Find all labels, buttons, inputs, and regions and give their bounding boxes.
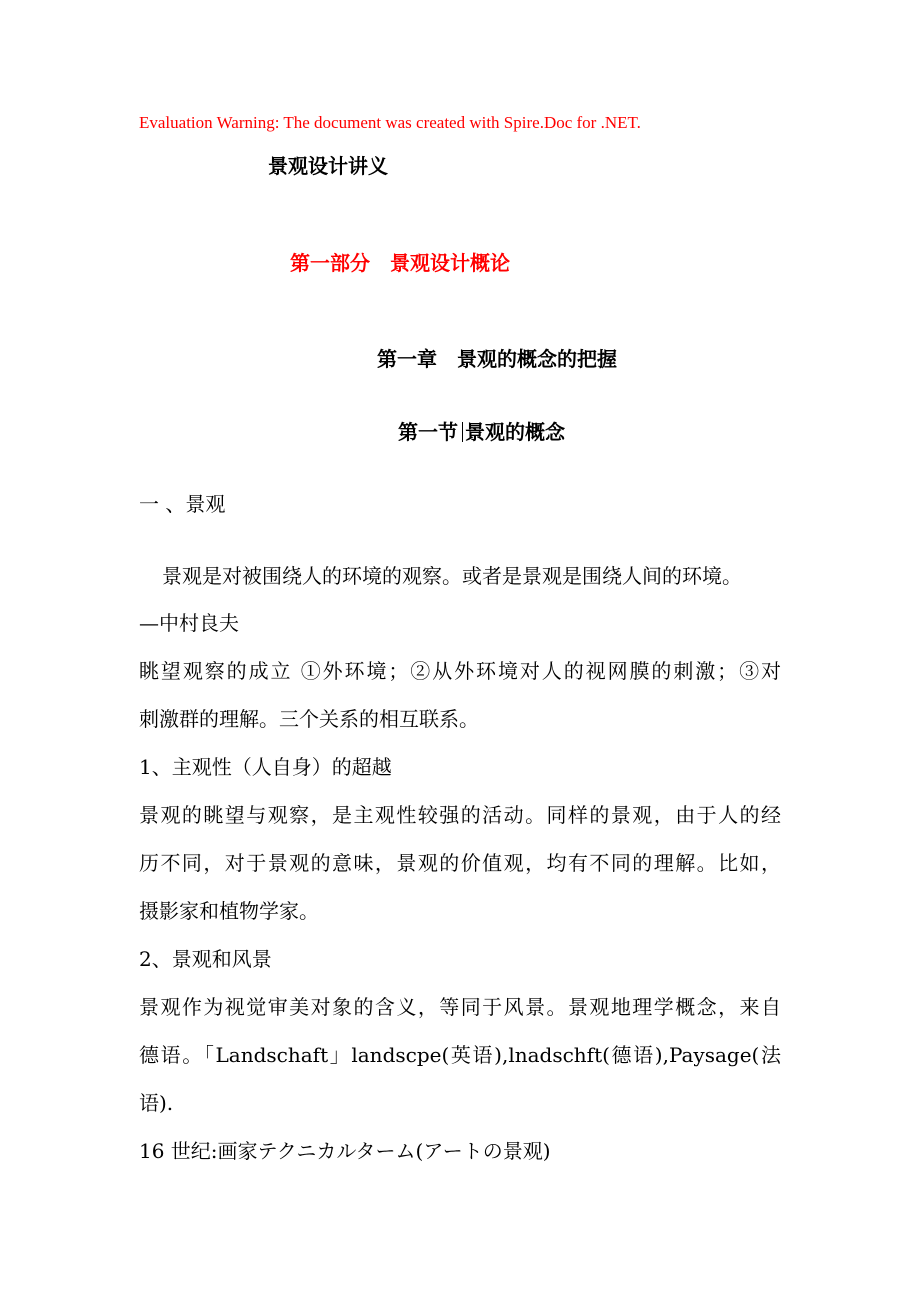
heading-landscape: 一 、景观 bbox=[139, 492, 226, 516]
document-title: 景观设计讲义 bbox=[268, 154, 388, 178]
part-title: 第一部分 景观设计概论 bbox=[290, 251, 510, 275]
paragraph-line: 景观作为视觉审美对象的含义，等同于风景。景观地理学概念，来自 bbox=[139, 995, 781, 1019]
evaluation-warning: Evaluation Warning: The document was created with Spire.Doc for .NET. bbox=[139, 113, 641, 132]
subheading-landscape-scenery: 2、景观和风景 bbox=[139, 947, 272, 971]
chapter-title: 第一章 景观的概念的把握 bbox=[377, 347, 617, 371]
section-number: 第一节 bbox=[398, 420, 458, 444]
subheading-subjectivity: 1、主观性（人自身）的超越 bbox=[139, 755, 392, 779]
paragraph-line: 景观是对被围绕人的环境的观察。或者是景观是围绕人间的环境。 bbox=[162, 564, 742, 588]
paragraph-line: 历不同，对于景观的意味，景观的价值观，均有不同的理解。比如， bbox=[139, 851, 781, 875]
section-title bbox=[398, 416, 565, 445]
paragraph-line: 语). bbox=[139, 1091, 174, 1115]
paragraph-line: 16 世纪:画家テクニカルターム(アートの景观) bbox=[139, 1139, 551, 1163]
paragraph-line: 景观的眺望与观察，是主观性较强的活动。同样的景观，由于人的经 bbox=[139, 803, 781, 827]
paragraph-line: 眺望观察的成立 ①外环境；②从外环境对人的视网膜的刺激；③对 bbox=[139, 659, 781, 683]
paragraph-line: 德语。「Landschaft」landscpe(英语),lnadschft(德语),Paysage(法 bbox=[139, 1043, 781, 1067]
section-name: 景观的概念 bbox=[465, 420, 565, 444]
paragraph-line: —中村良夫 bbox=[139, 611, 239, 635]
paragraph-line: 摄影家和植物学家。 bbox=[139, 899, 319, 923]
text-cursor-mark bbox=[462, 422, 463, 442]
paragraph-line: 刺激群的理解。三个关系的相互联系。 bbox=[139, 707, 479, 731]
